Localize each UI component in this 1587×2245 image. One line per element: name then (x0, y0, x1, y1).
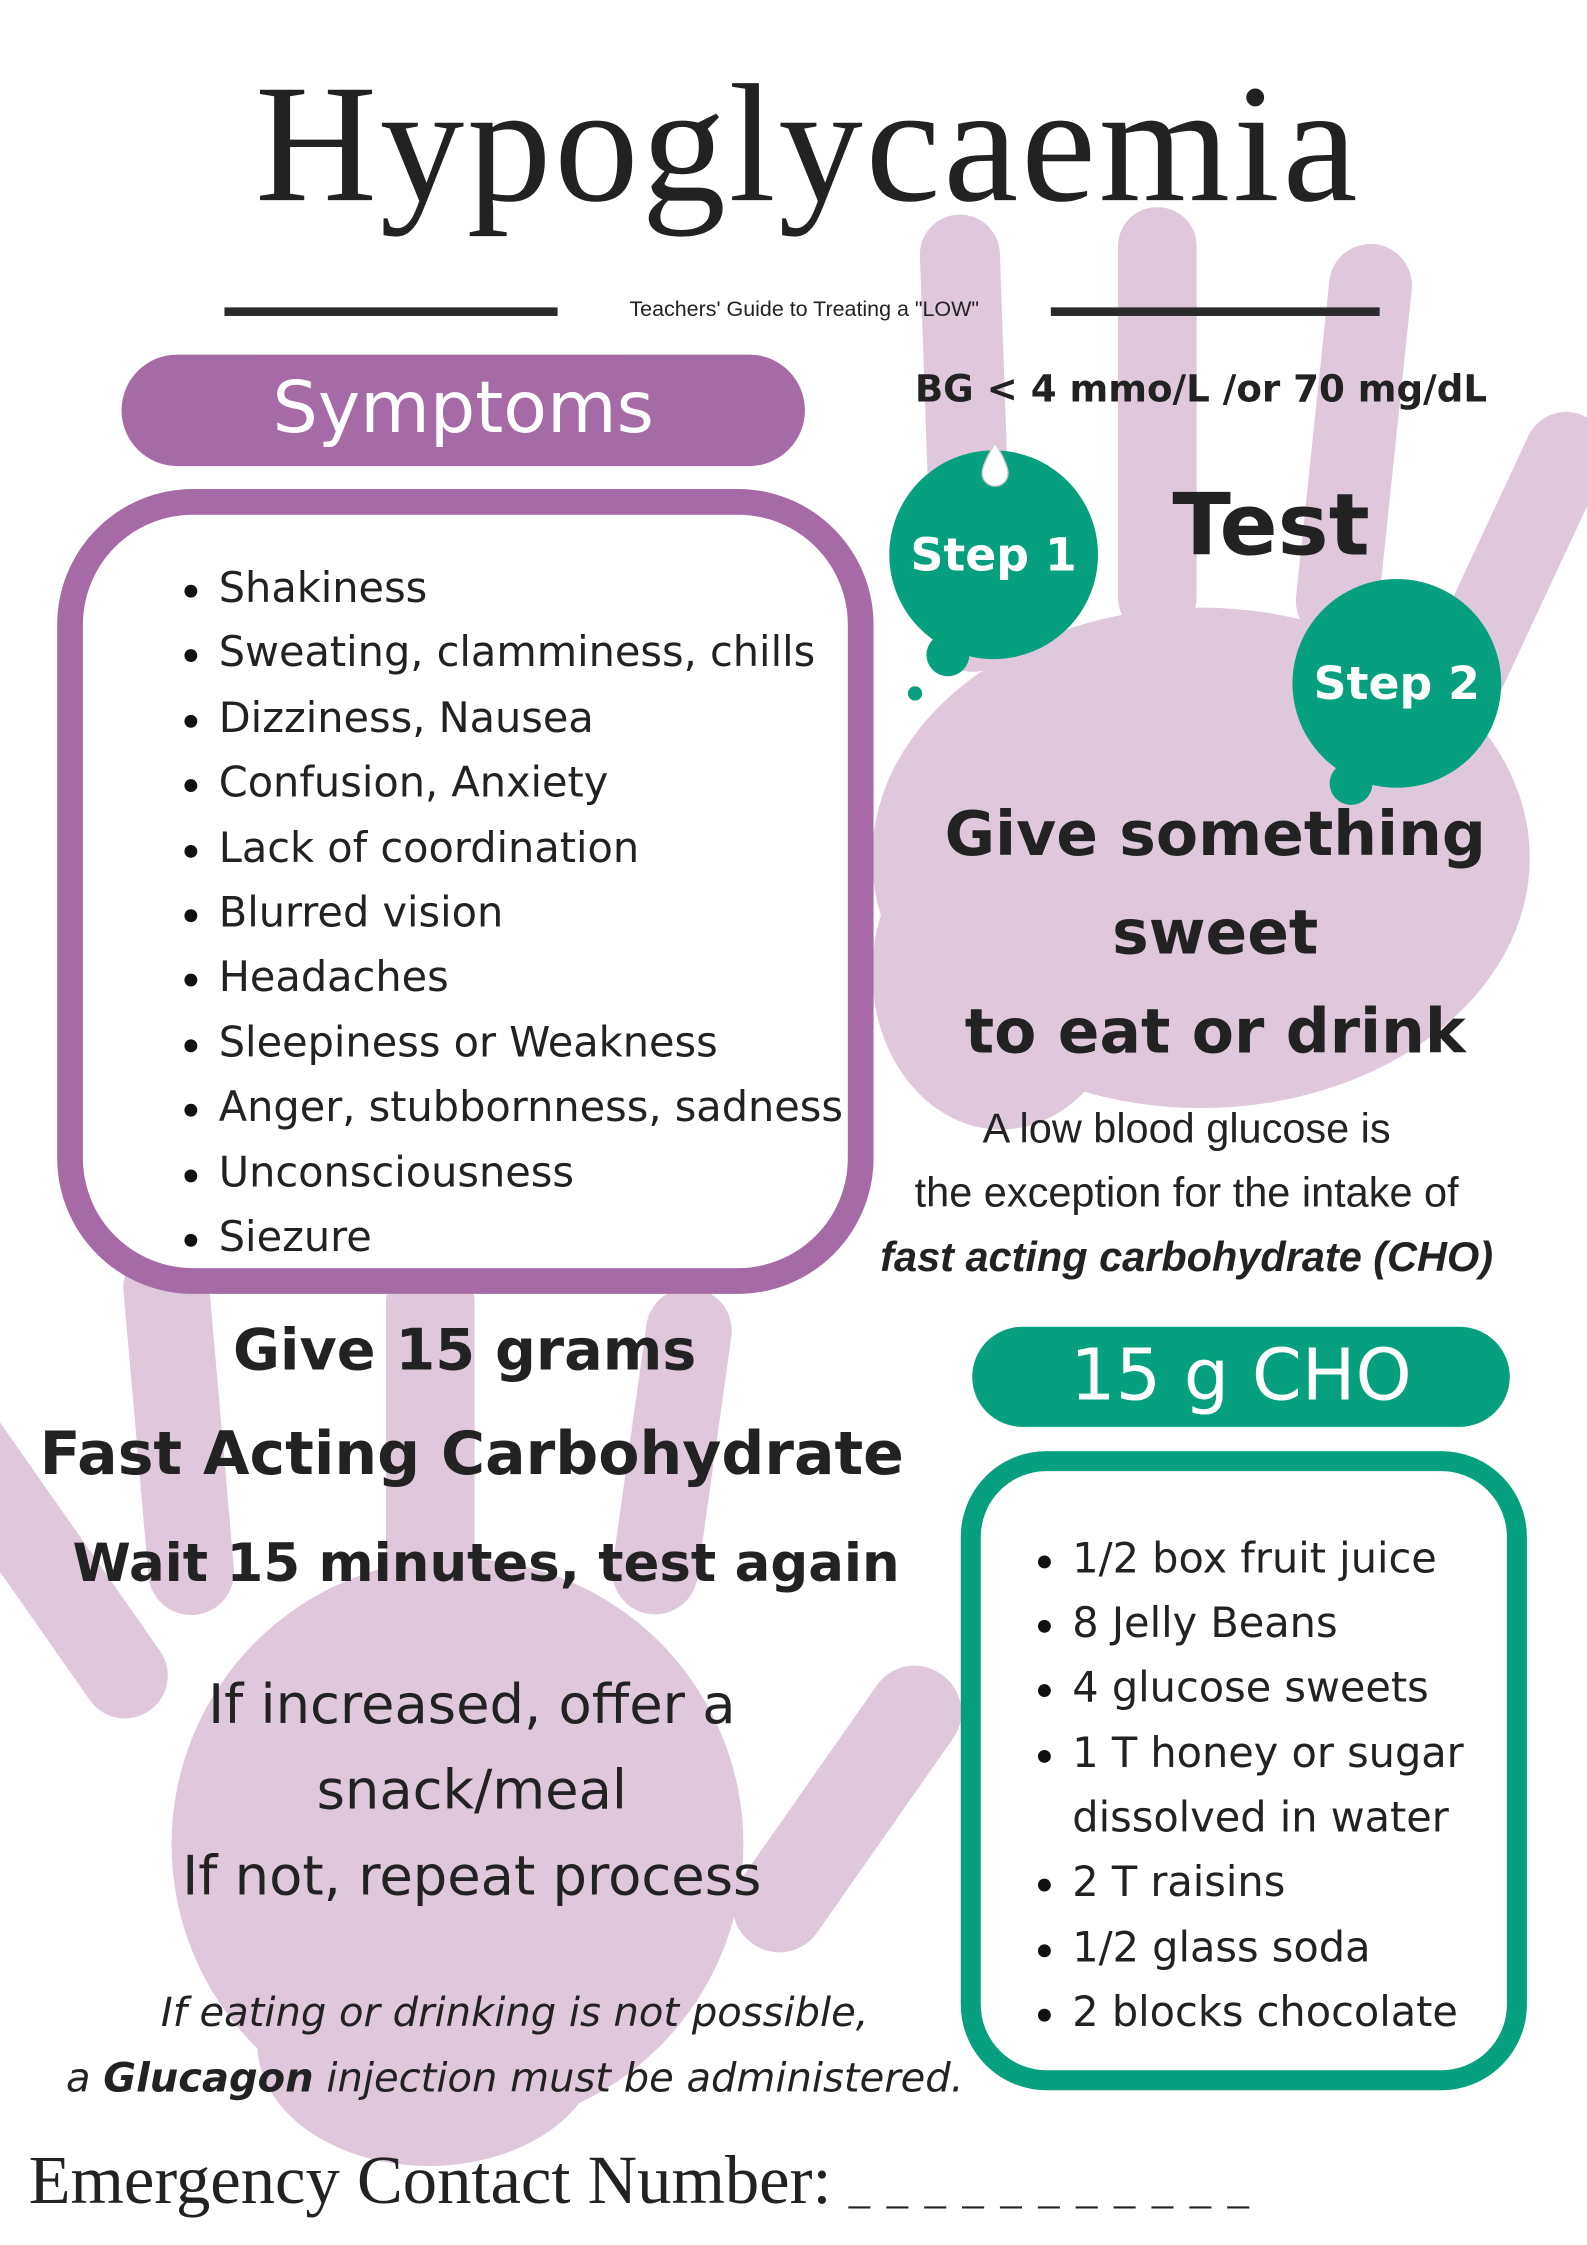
glucagon-line: If eating or drinking is not possible, (160, 1988, 869, 2036)
list-item: Unconsciousness (218, 1148, 574, 1197)
blood-drop-icon (978, 440, 1012, 489)
exception-note (829, 1098, 1544, 1291)
followup-line: If increased, offer a (208, 1672, 736, 1736)
bubble-dot (908, 686, 922, 700)
emergency-number-field[interactable]: _ _ _ _ _ _ _ _ _ _ _ (848, 2165, 1252, 2214)
emergency-contact (29, 2142, 1252, 2221)
glucagon-bold: Glucagon (103, 2054, 314, 2102)
followup-line: If not, repeat process (182, 1844, 762, 1908)
step2-action (858, 786, 1573, 1082)
exception-emphasis: fast acting carbohydrate (CHO) (880, 1235, 1494, 1282)
step2-line: sweet (1112, 897, 1319, 970)
list-item: 4 glucose sweets (1072, 1662, 1429, 1712)
list-item: 1/2 box fruit juice (1072, 1534, 1437, 1583)
list-item: Sweating, clamminess, chills (218, 627, 816, 677)
blood-glucose-threshold: BG < 4 mmo/L /or 70 mg/dL (914, 368, 1488, 412)
list-item: 1/2 glass soda (1072, 1922, 1371, 1972)
cho-heading: 15 g CHO (972, 1327, 1510, 1427)
page-title: Hypoglycaemia (255, 50, 1361, 238)
list-item: Confusion, Anxiety (218, 757, 609, 807)
subtitle: Teachers' Guide to Treating a "LOW" (629, 297, 979, 322)
list-item: 2 T raisins (1072, 1857, 1286, 1906)
list-item: Lack of coordination (218, 823, 640, 873)
treatment-line1: Give 15 grams (232, 1318, 697, 1384)
list-item: Sleepiness or Weakness (218, 1017, 718, 1067)
list-item: Siezure (218, 1212, 372, 1261)
list-item: 2 blocks chocolate (1072, 1987, 1458, 2036)
list-item: Blurred vision (218, 887, 504, 937)
divider-right (1051, 307, 1380, 316)
glucagon-note (29, 1980, 1001, 2112)
list-item: 8 Jelly Beans (1072, 1598, 1338, 1648)
glucagon-prefix: a (65, 2054, 104, 2102)
glucagon-line (29, 2046, 1001, 2112)
cho-box (961, 1451, 1527, 2090)
step2-line: Give something (944, 799, 1486, 871)
followup-line: snack/meal (316, 1758, 627, 1822)
list-item: 1 T honey or sugar (1072, 1728, 1464, 1778)
step1-action: Test (1172, 476, 1370, 577)
exception-line: the exception for the intake of (914, 1170, 1459, 1217)
list-item: Anger, stubbornness, sadness (218, 1082, 844, 1131)
followup (43, 1661, 901, 1918)
list-item: Headaches (218, 952, 449, 1001)
exception-line: A low blood glucose is (982, 1106, 1391, 1153)
divider-left (224, 307, 557, 316)
treatment-line3: Wait 15 minutes, test again (72, 1532, 900, 1595)
treatment-line2: Fast Acting Carbohydrate (39, 1418, 904, 1489)
bubble-tail (926, 633, 969, 676)
list-item: Dizziness, Nausea (218, 693, 594, 743)
symptoms-box (57, 489, 873, 1294)
glucagon-suffix: injection must be administered. (313, 2054, 964, 2102)
step2-badge: Step 2 (1292, 579, 1501, 788)
step2-line: to eat or drink (964, 996, 1466, 1068)
list-item: Shakiness (218, 563, 428, 612)
step1-badge: Step 1 (889, 450, 1098, 659)
list-item-continuation: dissolved in water (1072, 1792, 1449, 1842)
emergency-label: Emergency Contact Number: (28, 2143, 832, 2219)
symptoms-heading: Symptoms (122, 355, 805, 467)
